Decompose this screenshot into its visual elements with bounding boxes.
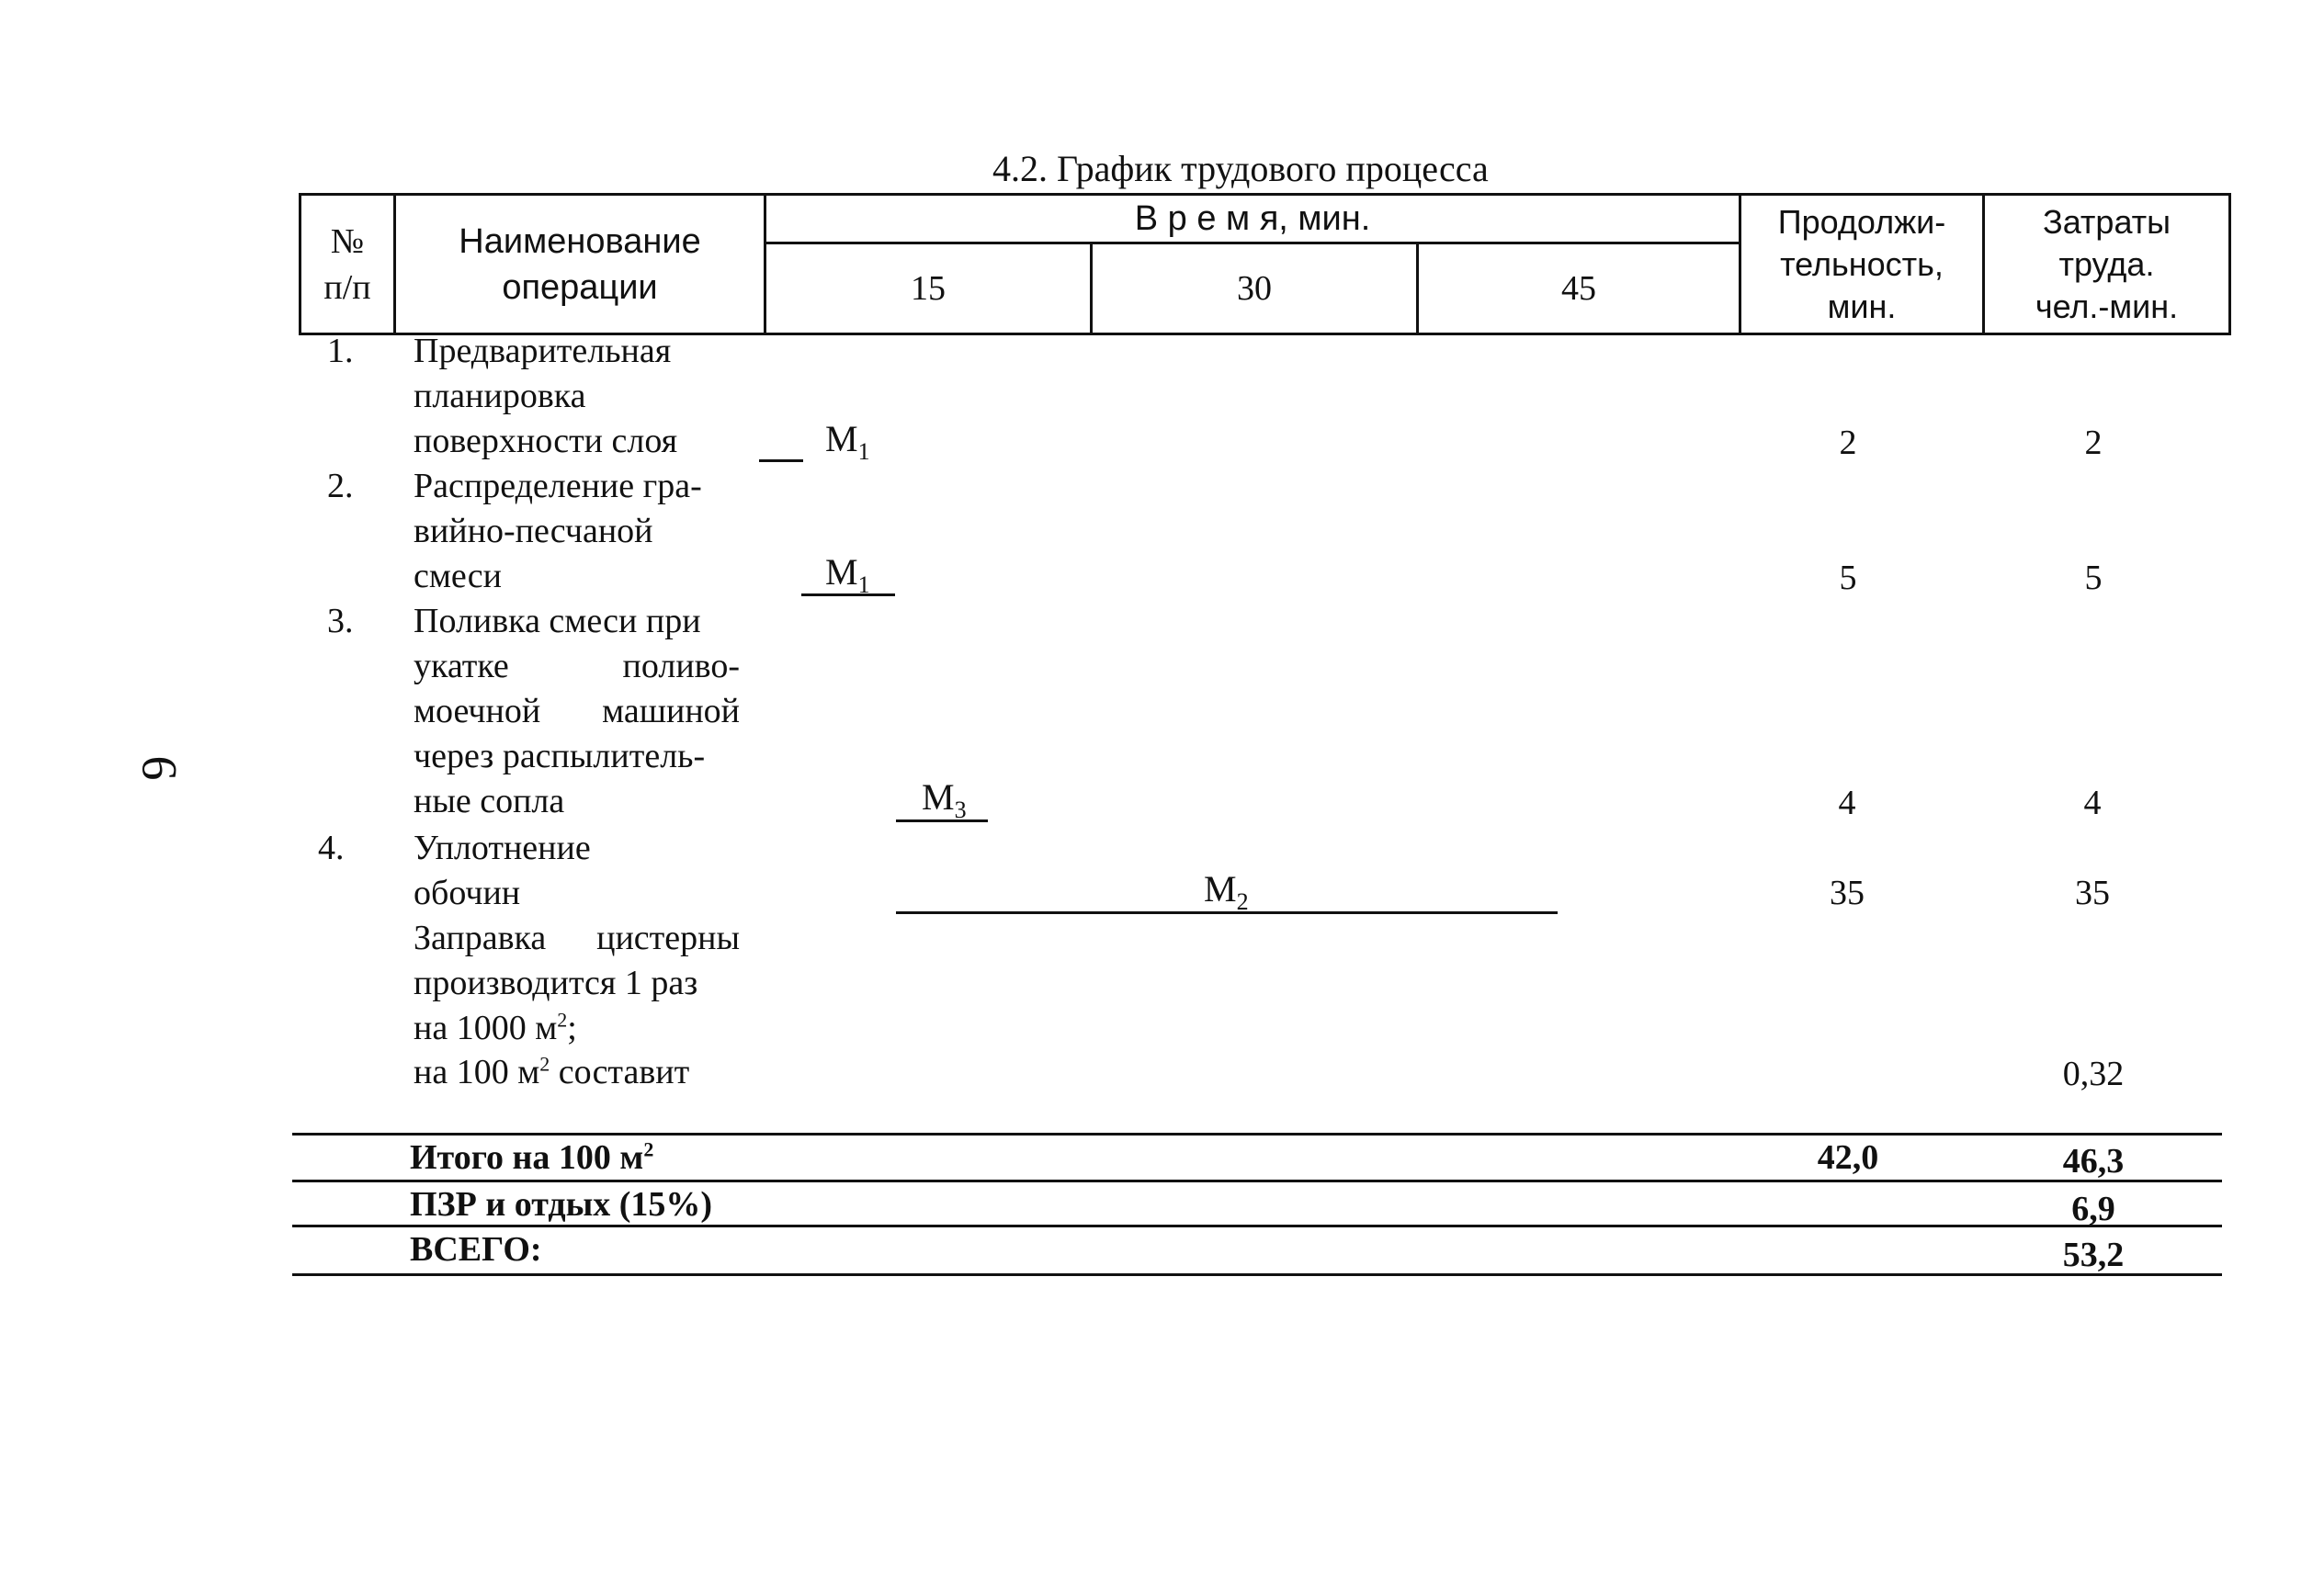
totals-rule-bottom <box>292 1273 2222 1276</box>
header-labor-cell <box>1984 195 2230 334</box>
op2-name-line-1: Распределение гра- <box>414 467 702 505</box>
subtotal-labor: 46,3 <box>2062 1142 2125 1181</box>
header-tick-45: 45 <box>1418 243 1740 334</box>
header-duration-line-1: Продолжи- <box>1777 202 1946 241</box>
op2-name-line-3: смеси <box>414 557 502 595</box>
header-labor-line-1: Затраты <box>2042 202 2171 241</box>
op3-duration: 4 <box>1838 784 1856 822</box>
header-name-top: Наименование <box>459 221 701 261</box>
header-duration-line-2: тельность, <box>1780 244 1944 283</box>
op3-name-line-4: через распылитель- <box>414 737 706 775</box>
op1-name-line-2: планировка <box>414 377 586 415</box>
totals-rule-2 <box>292 1225 2222 1227</box>
op3-name-line-1: Поливка смеси при <box>414 602 701 640</box>
header-labor-line-3: чел.-мин. <box>2035 287 2179 325</box>
op1-gantt-bar <box>759 459 803 462</box>
op1-labor: 2 <box>2084 424 2103 462</box>
subtotal-duration: 42,0 <box>1817 1138 1879 1177</box>
op4-gantt-bar <box>896 911 1558 914</box>
rest-labor: 6,9 <box>2071 1190 2115 1228</box>
op3-machine-label: $M_3$ <box>922 776 967 823</box>
op3-gantt-bar <box>896 819 988 822</box>
total-label: ВСЕГО: <box>410 1230 542 1269</box>
header-name-bottom: операции <box>502 267 658 307</box>
note-labor: 0,32 <box>2062 1055 2125 1093</box>
op4-number: 4. <box>318 829 345 867</box>
op2-labor: 5 <box>2084 559 2103 597</box>
header-duration-line-3: мин. <box>1827 287 1897 325</box>
op4-duration: 35 <box>1830 874 1865 912</box>
note-line-1: Заправка цистерны <box>414 919 740 957</box>
op3-name-line-5: ные сопла <box>414 782 565 820</box>
header-time-cell: В р е м я, мин. <box>765 195 1740 243</box>
op2-machine-label: $M_1$ <box>825 551 870 598</box>
note-line-4: на 100 $м^2$ составит <box>414 1052 690 1091</box>
op1-machine-label: $M_1$ <box>825 418 870 465</box>
header-name-cell <box>395 195 765 334</box>
op2-name-line-2: вийно-песчаной <box>414 512 653 550</box>
op1-name-line-1: Предварительная <box>414 332 672 370</box>
op1-duration: 2 <box>1839 424 1857 462</box>
op4-name-line-2: обочин <box>414 874 521 912</box>
op4-name-line-1: Уплотнение <box>414 829 591 867</box>
op1-name-line-3: поверхности слоя <box>414 422 678 460</box>
op1-number: 1. <box>327 332 354 370</box>
op3-name-line-2: укатке поливо- <box>414 647 740 685</box>
op3-name-line-3: моечной машиной <box>414 692 740 730</box>
page-number: 6 <box>131 755 187 781</box>
op3-number: 3. <box>327 602 354 640</box>
header-duration-cell <box>1740 195 1984 334</box>
header-tick-30: 30 <box>1092 243 1418 334</box>
op2-number: 2. <box>327 467 354 505</box>
subtotal-label: Итого на 100 $м^2$ <box>410 1137 654 1177</box>
header-labor-line-2: труда. <box>2058 244 2155 283</box>
op4-labor: 35 <box>2075 874 2110 912</box>
page-title: 4.2. График трудового процесса <box>992 148 1489 189</box>
total-labor: 53,2 <box>2062 1236 2125 1274</box>
header-num-top: № <box>330 221 365 261</box>
header-num-cell <box>300 195 395 334</box>
note-line-3: на 1000 $м^2$; <box>414 1008 577 1047</box>
header-num-bottom: п/п <box>323 267 371 307</box>
op2-duration: 5 <box>1839 559 1857 597</box>
header-tick-15: 15 <box>765 243 1092 334</box>
rest-label: ПЗР и отдых (15%) <box>410 1185 713 1224</box>
op3-labor: 4 <box>2083 784 2102 822</box>
op2-gantt-bar <box>801 593 895 596</box>
note-line-2: производится 1 раз <box>414 964 698 1002</box>
op4-machine-label: $M_2$ <box>1204 868 1249 915</box>
header-table <box>299 193 2231 335</box>
